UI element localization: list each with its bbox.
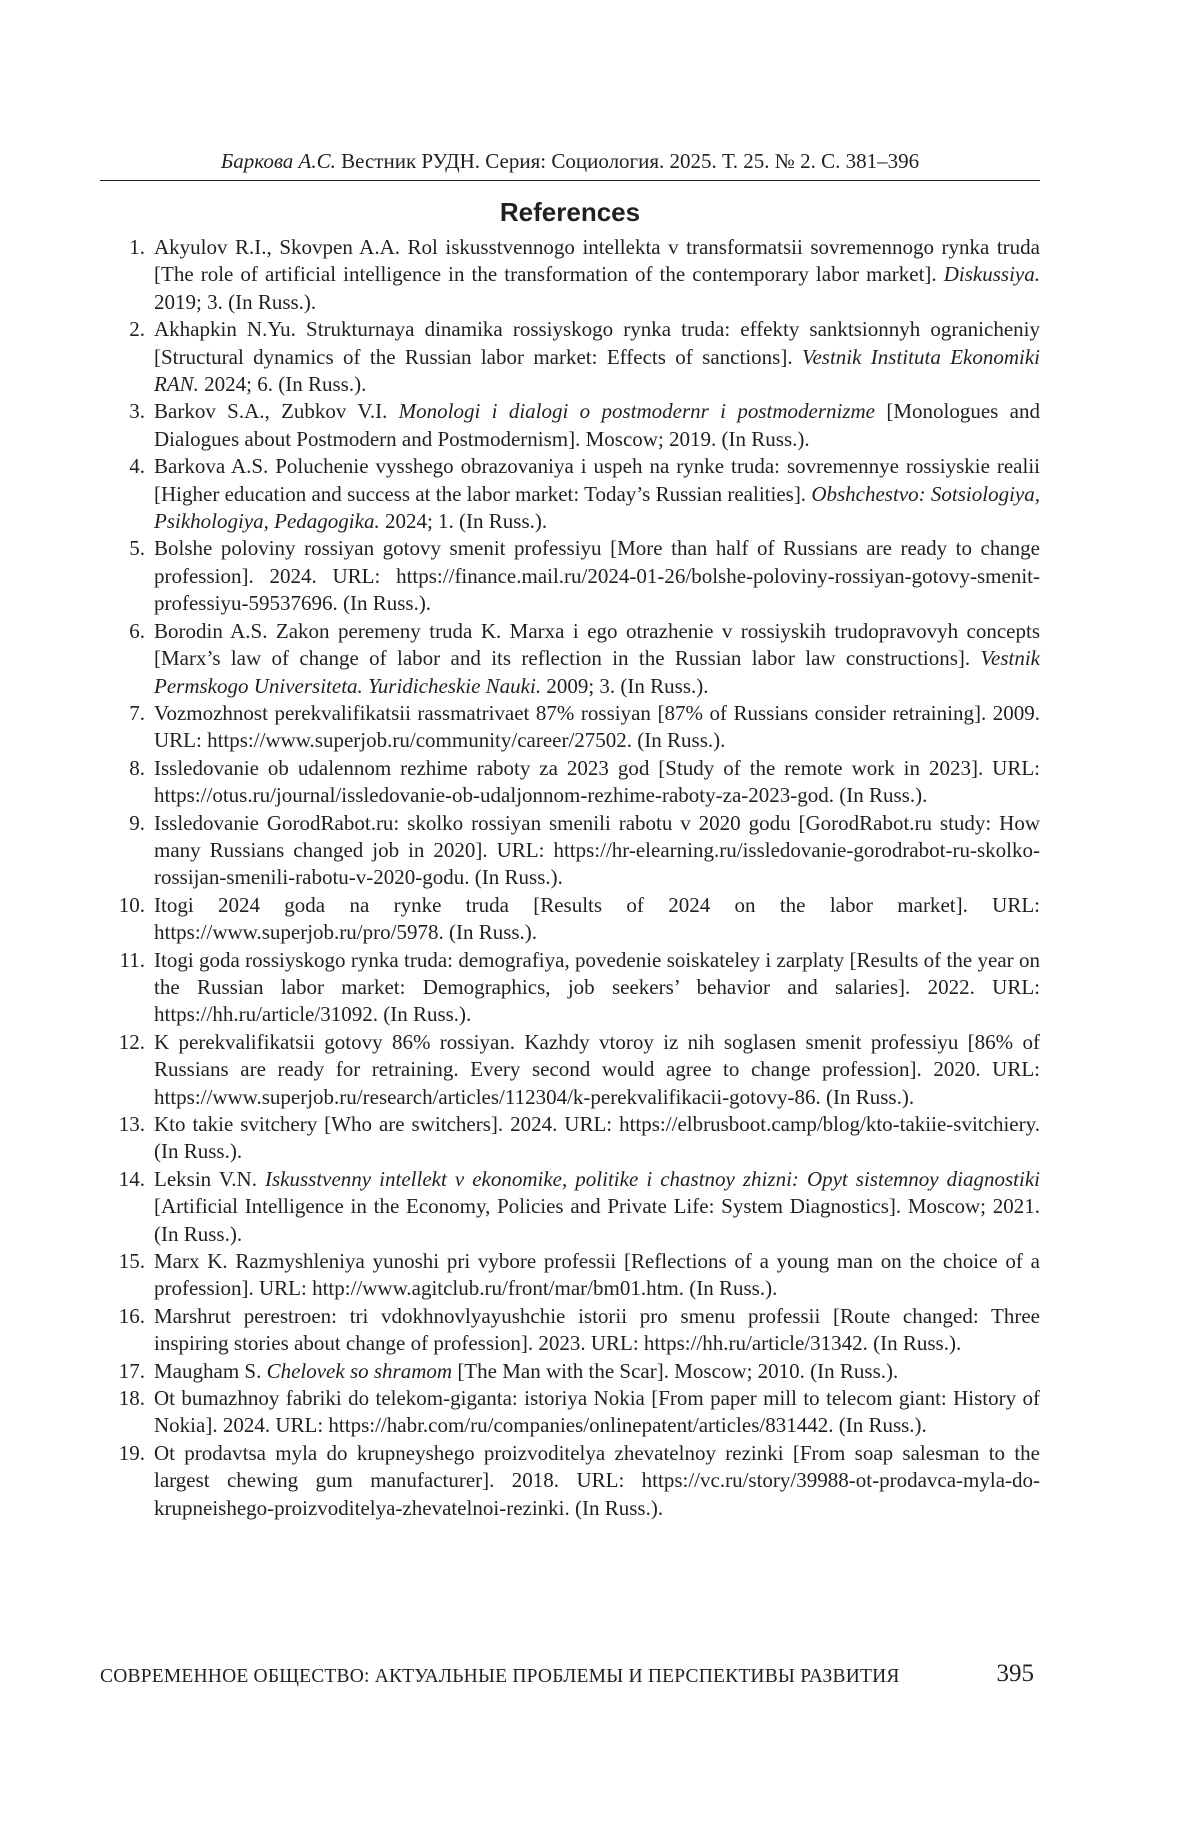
reference-list bbox=[100, 234, 1040, 1522]
reference-text: 2019; 3. (In Russ.). bbox=[154, 290, 316, 314]
reference-italic-title: Monologi i dialogi o postmodernr i postmodernizme bbox=[399, 399, 875, 423]
reference-italic-title: Diskussiya. bbox=[944, 262, 1040, 286]
reference-number: 3. bbox=[100, 398, 145, 425]
reference-item bbox=[100, 755, 1040, 810]
reference-number: 2. bbox=[100, 316, 145, 343]
reference-text: 2009; 3. (In Russ.). bbox=[541, 674, 708, 698]
reference-number: 10. bbox=[100, 892, 145, 919]
reference-number: 6. bbox=[100, 618, 145, 645]
reference-number: 8. bbox=[100, 755, 145, 782]
reference-text: K perekvalifikatsii gotovy 86% rossiyan. Kazhdy vtoroy iz nih soglasen smenit professiyu [86% of Russians are ready for retraining. Every second would agree to change profession]. 2020. URL: https://www.superjob.ru/research/articles/112304/k-perekvalifikacii-gotovy-86. (In Russ.). bbox=[154, 1030, 1040, 1109]
reference-item bbox=[100, 234, 1040, 316]
reference-text: Itogi 2024 goda na rynke truda [Results of 2024 on the labor market]. URL: https://www.superjob.ru/pro/5978. (In Russ.). bbox=[154, 893, 1040, 944]
reference-number: 16. bbox=[100, 1303, 145, 1330]
reference-number: 5. bbox=[100, 535, 145, 562]
reference-text: Issledovanie ob udalennom rezhime raboty za 2023 god [Study of the remote work in 2023]. URL: https://otus.ru/journal/issledovanie-ob-udaljonnom-rezhime-raboty-za-2023-god. (In Russ.). bbox=[154, 756, 1040, 807]
reference-text: [Artificial Intelligence in the Economy, Policies and Private Life: System Diagnostics]. Moscow; 2021. (In Russ.). bbox=[154, 1194, 1040, 1245]
running-head-citation: Вестник РУДН. Серия: Социология. 2025. Т. 25. № 2. С. 381–396 bbox=[341, 149, 919, 173]
reference-item bbox=[100, 398, 1040, 453]
reference-text: 2024; 6. (In Russ.). bbox=[199, 372, 366, 396]
reference-number: 1. bbox=[100, 234, 145, 261]
reference-number: 4. bbox=[100, 453, 145, 480]
reference-item bbox=[100, 1358, 1040, 1385]
reference-item bbox=[100, 1166, 1040, 1248]
reference-text: Kto takie svitchery [Who are switchers]. 2024. URL: https://elbrusboot.camp/blog/kto-takiie-svitchiery. (In Russ.). bbox=[154, 1112, 1040, 1163]
reference-item bbox=[100, 1029, 1040, 1111]
reference-text: Vozmozhnost perekvalifikatsii rassmatrivaet 87% rossiyan [87% of Russians consider retraining]. 2009. URL: https://www.superjob.ru/community/career/27502. (In Russ.). bbox=[154, 701, 1040, 752]
reference-text: Issledovanie GorodRabot.ru: skolko rossiyan smenili rabotu v 2020 godu [GorodRabot.ru study: How many Russians changed job in 2020]. URL: https://hr-elearning.ru/issledovanie-gorodrabot-ru-skolko-rossijan-smenili-rabotu-v-2020-godu. (In Russ.). bbox=[154, 811, 1040, 890]
reference-text: Ot bumazhnoy fabriki do telekom-giganta: istoriya Nokia [From paper mill to telecom giant: History of Nokia]. 2024. URL: https://habr.com/ru/companies/onlinepatent/articles/831442. (In Russ.). bbox=[154, 1386, 1040, 1437]
header-rule bbox=[100, 180, 1040, 181]
reference-italic-title: Obshchestvo: Sotsiologiya, Psikhologiya, Pedagogika. bbox=[154, 482, 1040, 533]
running-head bbox=[100, 148, 1040, 174]
reference-item bbox=[100, 1440, 1040, 1522]
reference-item bbox=[100, 618, 1040, 700]
reference-item bbox=[100, 1303, 1040, 1358]
reference-text: Maugham S. bbox=[154, 1359, 267, 1383]
reference-item bbox=[100, 1111, 1040, 1166]
reference-text: [The Man with the Scar]. Moscow; 2010. (In Russ.). bbox=[452, 1359, 898, 1383]
reference-italic-title: Vestnik Permskogo Universiteta. Yuridicheskie Nauki. bbox=[154, 646, 1040, 697]
reference-item bbox=[100, 892, 1040, 947]
reference-item bbox=[100, 700, 1040, 755]
footer-journal-title: СОВРЕМЕННОЕ ОБЩЕСТВО: АКТУАЛЬНЫЕ ПРОБЛЕМЫ И ПЕРСПЕКТИВЫ РАЗВИТИЯ bbox=[100, 1666, 900, 1688]
running-head-author: Баркова А.С. bbox=[221, 149, 336, 173]
reference-text: Bolshe poloviny rossiyan gotovy smenit professiyu [More than half of Russians are ready to change profession]. 2024. URL: https://finance.mail.ru/2024-01-26/bolshe-poloviny-rossiyan-gotovy-smenit-professiyu-59537696. (In Russ.). bbox=[154, 536, 1040, 615]
reference-number: 11. bbox=[100, 947, 145, 974]
reference-number: 19. bbox=[100, 1440, 145, 1467]
reference-number: 13. bbox=[100, 1111, 145, 1138]
reference-number: 17. bbox=[100, 1358, 145, 1385]
reference-number: 9. bbox=[100, 810, 145, 837]
reference-text: Barkova A.S. Poluchenie vysshego obrazovaniya i uspeh na rynke truda: sovremennye rossiyskie realii [Higher education and success at the labor market: Today’s Russian realities]. bbox=[154, 454, 1040, 505]
reference-number: 15. bbox=[100, 1248, 145, 1275]
reference-text: Barkov S.A., Zubkov V.I. bbox=[154, 399, 399, 423]
reference-item bbox=[100, 1385, 1040, 1440]
reference-italic-title: Vestnik Instituta Ekonomiki RAN. bbox=[154, 345, 1040, 396]
section-title: References bbox=[100, 196, 1040, 228]
reference-text: Marshrut perestroen: tri vdokhnovlyayushchie istorii pro smenu professii [Route changed: Three inspiring stories about change of profession]. 2023. URL: https://hh.ru/article/31342. (In Russ.). bbox=[154, 1304, 1040, 1355]
reference-italic-title: Chelovek so shramom bbox=[267, 1359, 452, 1383]
reference-text: Itogi goda rossiyskogo rynka truda: demografiya, povedenie soiskateley i zarplaty [Results of the year on the Russian labor market: Demographics, job seekers’ behavior and salaries]. 2022. URL: https://hh.ru/article/31092. (In Russ.). bbox=[154, 948, 1040, 1027]
reference-text: [Monologues and Dialogues about Postmodern and Postmodernism]. Moscow; 2019. (In Russ.). bbox=[154, 399, 1040, 450]
reference-number: 18. bbox=[100, 1385, 145, 1412]
page-number: 395 bbox=[997, 1660, 1035, 1688]
reference-number: 7. bbox=[100, 700, 145, 727]
reference-text: Marx K. Razmyshleniya yunoshi pri vybore professii [Reflections of a young man on the choice of a profession]. URL: http://www.agitclub.ru/front/mar/bm01.htm. (In Russ.). bbox=[154, 1249, 1040, 1300]
reference-item bbox=[100, 453, 1040, 535]
reference-item bbox=[100, 1248, 1040, 1303]
reference-item bbox=[100, 947, 1040, 1029]
reference-text: 2024; 1. (In Russ.). bbox=[380, 509, 547, 533]
reference-text: Leksin V.N. bbox=[154, 1167, 265, 1191]
reference-text: Ot prodavtsa myla do krupneyshego proizvoditelya zhevatelnoy rezinki [From soap salesman to the largest chewing gum manufacturer]. 2018. URL: https://vc.ru/story/39988-ot-prodavca-myla-do-krupneishego-proizvoditelya-zhevatelnoi-rezinki. (In Russ.). bbox=[154, 1441, 1040, 1520]
reference-item bbox=[100, 535, 1040, 617]
reference-text: Akhapkin N.Yu. Strukturnaya dinamika rossiyskogo rynka truda: effekty sanktsionnyh ogranicheniy [Structural dynamics of the Russian labor market: Effects of sanctions]. bbox=[154, 317, 1040, 368]
reference-number: 12. bbox=[100, 1029, 145, 1056]
reference-item bbox=[100, 810, 1040, 892]
reference-text: Borodin A.S. Zakon peremeny truda K. Marxa i ego otrazhenie v rossiyskih trudopravovyh concepts [Marx’s law of change of labor and its reflection in the Russian labor law constructions]. bbox=[154, 619, 1040, 670]
reference-text: Akyulov R.I., Skovpen A.A. Rol iskusstvennogo intellekta v transformatsii sovremennogo rynka truda [The role of artificial intelligence in the transformation of the contemporary labor market]. bbox=[154, 235, 1040, 286]
reference-italic-title: Iskusstvenny intellekt v ekonomike, politike i chastnoy zhizni: Opyt sistemnoy diagnostiki bbox=[265, 1167, 1040, 1191]
reference-item bbox=[100, 316, 1040, 398]
reference-number: 14. bbox=[100, 1166, 145, 1193]
